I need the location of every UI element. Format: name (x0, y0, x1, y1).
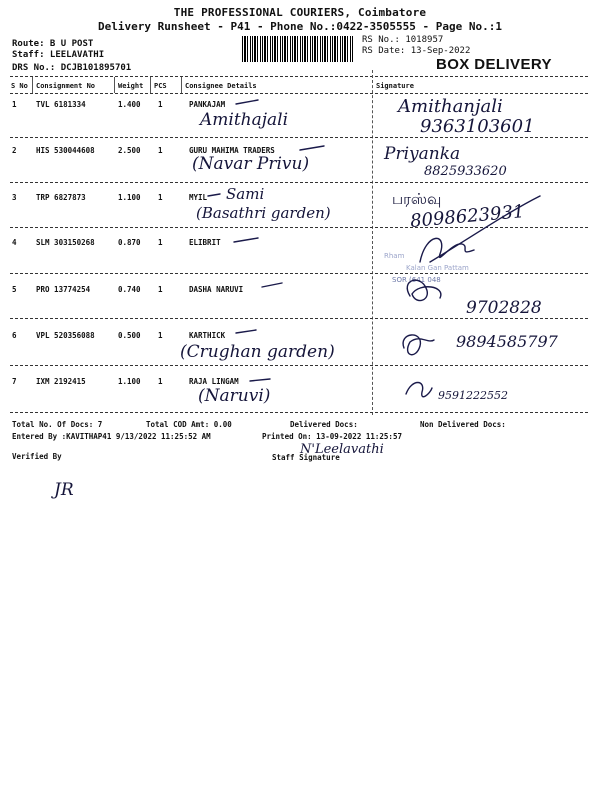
row-pcs: 1 (158, 146, 163, 155)
row-pcs: 1 (158, 285, 163, 294)
row-weight: 1.400 (118, 100, 141, 109)
col-header-pcs: PCS (154, 82, 167, 90)
verified-by: Verified By (12, 452, 62, 461)
staff-signature-hand: N'Leelavathi (300, 442, 384, 457)
row-sno: 7 (12, 377, 17, 386)
row-weight: 0.500 (118, 331, 141, 340)
tick-mark (300, 146, 324, 150)
handwritten-note: (Crughan garden) (180, 342, 335, 362)
signature-scribble (420, 238, 474, 262)
signature-phone: 9363103601 (420, 116, 535, 137)
row-consignee: PANKAJAM (189, 100, 226, 109)
stamp-line: Rham (384, 252, 405, 260)
rs-date: RS Date: 13-Sep-2022 (362, 46, 471, 56)
row-consignee: ELIBRIT (189, 238, 221, 247)
tick-mark (208, 194, 220, 196)
printed-on: Printed On: 13-09-2022 11:25:57 (262, 432, 402, 441)
row-pcs: 1 (158, 377, 163, 386)
col-header-consignment: Consignment No (36, 82, 96, 90)
signature-scribble (407, 280, 441, 300)
runsheet-title: Delivery Runsheet - P41 - Phone No.:0422-3505555 - Page No.:1 (98, 20, 502, 33)
signature-stroke (430, 196, 540, 262)
row-consignment: HIS 530044608 (36, 146, 95, 155)
row-sno: 6 (12, 331, 17, 340)
row-consignment: PRO 13774254 (36, 285, 91, 294)
row-pcs: 1 (158, 331, 163, 340)
handwritten-note: Sami (226, 185, 265, 203)
signature-scribble (403, 335, 434, 355)
rs-number: RS No.: 1018957 (362, 35, 444, 45)
entered-by: Entered By :KAVITHAP41 9/13/2022 11:25:52 AM (12, 432, 211, 441)
signature-phone: 9591222552 (438, 389, 508, 402)
staff-signature-label: Staff Signature (272, 453, 340, 462)
row-sno: 1 (12, 100, 17, 109)
row-weight: 2.500 (118, 146, 141, 155)
tick-mark (236, 100, 258, 104)
route-text: Route: B U POST (12, 39, 94, 49)
row-pcs: 1 (158, 238, 163, 247)
signature-phone: 9702828 (466, 298, 542, 318)
row-weight: 1.100 (118, 193, 141, 202)
row-consignment: TRP 6827873 (36, 193, 86, 202)
row-weight: 0.870 (118, 238, 141, 247)
staff-text: Staff: LEELAVATHI (12, 50, 105, 60)
row-sno: 3 (12, 193, 17, 202)
handwritten-note: (Navar Privu) (192, 154, 310, 174)
signature-phone: 8825933620 (424, 164, 507, 179)
row-sno: 5 (12, 285, 17, 294)
row-sno: 2 (12, 146, 17, 155)
col-header-sno: S No (11, 82, 28, 90)
signature-name: Priyanka (384, 144, 461, 164)
stamp-line: SOR (641 048 (392, 276, 441, 284)
tick-mark (262, 283, 282, 287)
signature-name: பரஸ்வு (392, 190, 442, 208)
drs-number: DRS No.: DCJB101895701 (12, 63, 132, 73)
handwritten-initials: JR (54, 480, 74, 500)
tick-mark (236, 330, 256, 333)
delivered-docs: Delivered Docs: (290, 420, 358, 429)
handwritten-note: Amithajali (200, 110, 289, 130)
row-pcs: 1 (158, 193, 163, 202)
row-consignment: IXM 2192415 (36, 377, 86, 386)
row-consignee: GURU MAHIMA TRADERS (189, 146, 275, 155)
stamp-line: Kalan Gan Pattam (406, 264, 469, 272)
tick-mark (234, 238, 258, 242)
row-consignment: VPL 520356088 (36, 331, 95, 340)
row-consignment: TVL 6181334 (36, 100, 86, 109)
col-header-consignee: Consignee Details (185, 82, 257, 90)
signature-name: Amithanjali (398, 96, 503, 117)
col-header-weight: Weight (118, 82, 144, 90)
signature-phone: 9894585797 (456, 332, 558, 351)
row-consignee: RAJA LINGAM (189, 377, 239, 386)
row-pcs: 1 (158, 100, 163, 109)
col-header-signature: Signature (376, 82, 414, 90)
row-weight: 1.100 (118, 377, 141, 386)
handwritten-note: (Basathri garden) (196, 204, 331, 222)
row-consignee: DASHA NARUVI (189, 285, 244, 294)
company-title: THE PROFESSIONAL COURIERS, Coimbatore (173, 6, 427, 19)
non-delivered-docs: Non Delivered Docs: (420, 420, 506, 429)
signature-scribble (406, 383, 432, 397)
signature-phone: 8098623931 (409, 201, 526, 232)
box-delivery-label: BOX DELIVERY (436, 56, 552, 73)
total-docs: Total No. Of Docs: 7 (12, 420, 103, 429)
row-consignment: SLM 303150268 (36, 238, 95, 247)
total-cod-amount: Total COD Amt: 0.00 (146, 420, 232, 429)
handwritten-note: (Naruvi) (198, 386, 271, 406)
row-sno: 4 (12, 238, 17, 247)
row-weight: 0.740 (118, 285, 141, 294)
row-consignee: KARTHICK (189, 331, 226, 340)
tick-mark (250, 379, 270, 381)
row-consignee: MYIL (189, 193, 208, 202)
